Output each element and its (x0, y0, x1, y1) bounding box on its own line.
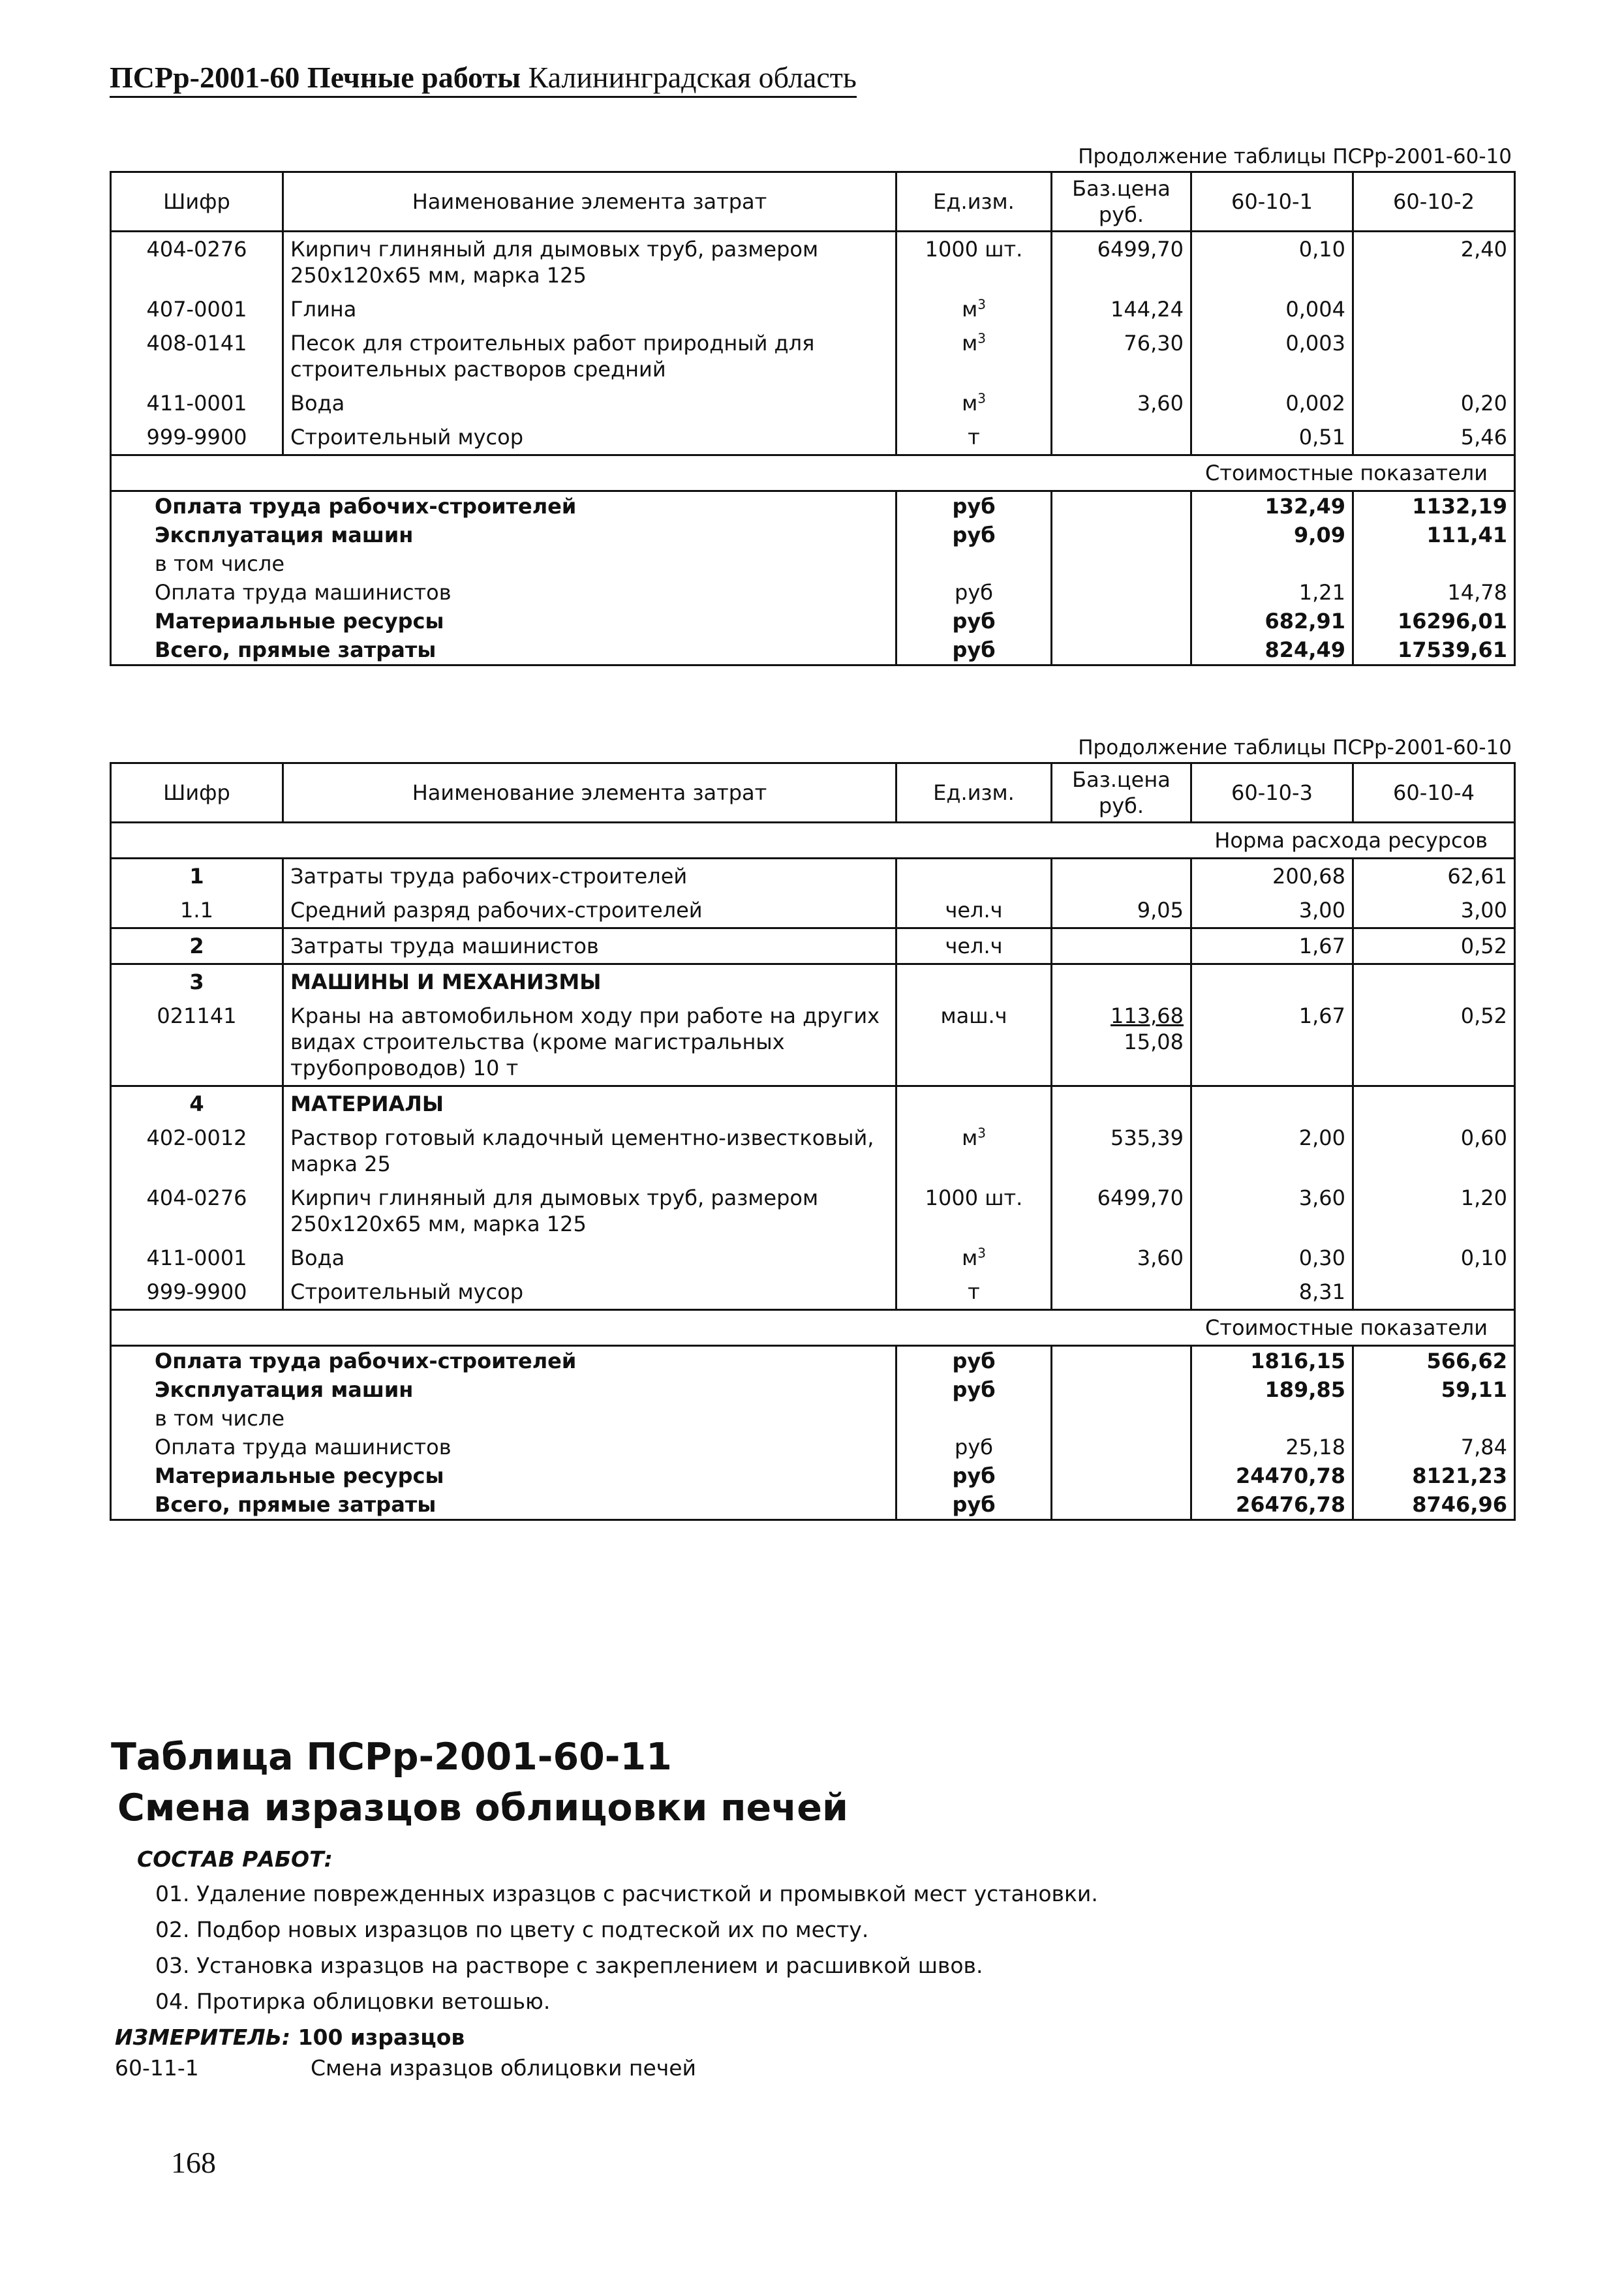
table-row (111, 859, 1515, 894)
table-row (111, 928, 1515, 964)
cell-v1: 0,30 (1191, 1241, 1353, 1275)
table1-header-row (111, 172, 1515, 232)
cell-v2: 0,10 (1353, 1241, 1515, 1275)
table-row (111, 999, 1515, 1086)
total-name: в том числе (111, 549, 896, 578)
total-v1 (1191, 549, 1353, 578)
th-price: Баз.цена руб. (1052, 763, 1191, 823)
cell-v2 (1353, 326, 1515, 386)
cell-unit: 1000 шт. (896, 232, 1052, 293)
cell-code: 999-9900 (111, 420, 283, 455)
total-empty (1052, 1490, 1191, 1520)
cell-unit: чел.ч (896, 928, 1052, 964)
cell-code: 402-0012 (111, 1121, 283, 1181)
table-row (111, 893, 1515, 928)
total-unit: руб (896, 1375, 1052, 1404)
cell-price: 535,39 (1052, 1121, 1191, 1181)
th-col3: 60-10-3 (1191, 763, 1353, 823)
cell-v1: 200,68 (1191, 859, 1353, 894)
header-region: Калининградская область (528, 61, 857, 94)
table-row (111, 292, 1515, 326)
total-v1: 25,18 (1191, 1433, 1353, 1461)
cell-v1 (1191, 1086, 1353, 1122)
cell-unit: маш.ч (896, 999, 1052, 1086)
cell-v2 (1353, 1086, 1515, 1122)
cost-indicators-label: Стоимостные показатели (1191, 455, 1515, 491)
total-v1: 682,91 (1191, 607, 1353, 635)
totals-row (111, 521, 1515, 549)
cell-unit: $м^3$ (896, 292, 1052, 326)
totals-row (111, 635, 1515, 665)
cell-v2: 0,60 (1353, 1121, 1515, 1181)
total-v1: 824,49 (1191, 635, 1353, 665)
cell-price: 144,24 (1052, 292, 1191, 326)
th-price: Баз.цена руб. (1052, 172, 1191, 232)
total-name: Оплата труда машинистов (111, 1433, 896, 1461)
measure-line (115, 2025, 465, 2050)
total-unit (896, 1404, 1052, 1433)
page-header (110, 60, 857, 98)
total-empty (1052, 549, 1191, 578)
cell-v2 (1353, 292, 1515, 326)
th-col1: 60-10-1 (1191, 172, 1353, 232)
total-empty (1052, 1404, 1191, 1433)
work-item: 04. Протирка облицовки ветошью. (155, 1989, 551, 2014)
spacer-cell (111, 823, 1191, 859)
cell-unit: $м^3$ (896, 1241, 1052, 1275)
total-name: Материальные ресурсы (111, 1461, 896, 1490)
totals-row (111, 1375, 1515, 1404)
cell-price (1052, 859, 1191, 894)
cell-v1: 8,31 (1191, 1275, 1353, 1310)
cell-unit (896, 964, 1052, 1000)
total-v2: 8121,23 (1353, 1461, 1515, 1490)
cell-v2: 62,61 (1353, 859, 1515, 894)
total-v1: 132,49 (1191, 491, 1353, 521)
totals-row (111, 1404, 1515, 1433)
cell-code: 2 (111, 928, 283, 964)
total-empty (1052, 521, 1191, 549)
th-unit: Ед.изм. (896, 763, 1052, 823)
cell-price: 3,60 (1052, 1241, 1191, 1275)
total-name: Эксплуатация машин (111, 521, 896, 549)
totals-row (111, 1490, 1515, 1520)
total-v2 (1353, 549, 1515, 578)
cell-v1: 0,10 (1191, 232, 1353, 293)
th-name: Наименование элемента затрат (283, 763, 896, 823)
section-header-row (111, 1086, 1515, 1122)
cell-unit (896, 859, 1052, 894)
total-v2: 111,41 (1353, 521, 1515, 549)
table1 (110, 171, 1516, 666)
cell-code: 3 (111, 964, 283, 1000)
cell-v1: 1,67 (1191, 928, 1353, 964)
table-row (111, 326, 1515, 386)
cell-name: МАТЕРИАЛЫ (283, 1086, 896, 1122)
total-name: Оплата труда рабочих-строителей (111, 1346, 896, 1376)
cell-price: 6499,70 (1052, 232, 1191, 293)
cell-name: Затраты труда рабочих-строителей (283, 859, 896, 894)
th-col4: 60-10-4 (1353, 763, 1515, 823)
total-name: Эксплуатация машин (111, 1375, 896, 1404)
cell-price (1052, 1275, 1191, 1310)
cell-v1: 1,67 (1191, 999, 1353, 1086)
cell-v2: 5,46 (1353, 420, 1515, 455)
measure-value: 100 изразцов (298, 2025, 465, 2050)
sostav-label: СОСТАВ РАБОТ: (137, 1846, 333, 1872)
cell-price (1052, 964, 1191, 1000)
cell-v2: 0,52 (1353, 999, 1515, 1086)
table-row (111, 1181, 1515, 1241)
table-title: Таблица ПСРр-2001-60-11 (111, 1735, 672, 1779)
total-unit: руб (896, 521, 1052, 549)
cell-code: 1 (111, 859, 283, 894)
cell-v2: 3,00 (1353, 893, 1515, 928)
cell-code: 411-0001 (111, 1241, 283, 1275)
total-empty (1052, 578, 1191, 607)
price-top: 113,68 (1111, 1003, 1184, 1028)
total-v1: 1816,15 (1191, 1346, 1353, 1376)
cell-unit: чел.ч (896, 893, 1052, 928)
totals-row (111, 491, 1515, 521)
total-v1: 1,21 (1191, 578, 1353, 607)
cell-price (1052, 999, 1191, 1086)
total-v1: 189,85 (1191, 1375, 1353, 1404)
cell-v1: 0,003 (1191, 326, 1353, 386)
total-v1: 9,09 (1191, 521, 1353, 549)
cost-indicators-row (111, 455, 1515, 491)
work-item: 01. Удаление поврежденных изразцов с расчисткой и промывкой мест установки. (155, 1881, 1098, 1906)
table1-continuation-caption: Продолжение таблицы ПСРр-2001-60-10 (1078, 145, 1512, 168)
cell-unit: $м^3$ (896, 326, 1052, 386)
norm-code-name: Смена изразцов облицовки печей (311, 2055, 697, 2081)
cell-v1 (1191, 964, 1353, 1000)
total-v2: 566,62 (1353, 1346, 1515, 1376)
section-header-row (111, 964, 1515, 1000)
cell-v1: 3,00 (1191, 893, 1353, 928)
cell-unit: $м^3$ (896, 1121, 1052, 1181)
total-v2 (1353, 1404, 1515, 1433)
cell-name: Раствор готовый кладочный цементно-известковый, марка 25 (283, 1121, 896, 1181)
measure-label: ИЗМЕРИТЕЛЬ: (115, 2025, 291, 2050)
cell-price: 76,30 (1052, 326, 1191, 386)
totals-row (111, 578, 1515, 607)
total-unit: руб (896, 1490, 1052, 1520)
cell-unit: 1000 шт. (896, 1181, 1052, 1241)
table2 (110, 762, 1516, 1521)
cell-v1: 0,002 (1191, 386, 1353, 420)
totals-row (111, 549, 1515, 578)
th-name: Наименование элемента затрат (283, 172, 896, 232)
totals-row (111, 1433, 1515, 1461)
header-code-title: ПСРр-2001-60 Печные работы (110, 61, 521, 94)
total-name: в том числе (111, 1404, 896, 1433)
cell-name: Вода (283, 386, 896, 420)
table-row (111, 420, 1515, 455)
cost-indicators-row (111, 1310, 1515, 1346)
total-unit (896, 549, 1052, 578)
th-unit: Ед.изм. (896, 172, 1052, 232)
table-subtitle: Смена изразцов облицовки печей (117, 1786, 848, 1829)
cell-v2: 2,40 (1353, 232, 1515, 293)
work-item: 03. Установка изразцов на растворе с закреплением и расшивкой швов. (155, 1953, 983, 1978)
work-item: 02. Подбор новых изразцов по цвету с подтеской их по месту. (155, 1917, 869, 1942)
price-bottom: 15,08 (1124, 1030, 1184, 1054)
total-v2: 14,78 (1353, 578, 1515, 607)
table2-continuation-caption: Продолжение таблицы ПСРр-2001-60-10 (1078, 736, 1512, 759)
cell-name: Глина (283, 292, 896, 326)
cost-indicators-label: Стоимостные показатели (1191, 1310, 1515, 1346)
total-empty (1052, 1346, 1191, 1376)
total-v2: 16296,01 (1353, 607, 1515, 635)
table-row (111, 386, 1515, 420)
total-v2: 1132,19 (1353, 491, 1515, 521)
cell-price: 3,60 (1052, 386, 1191, 420)
totals-row (111, 607, 1515, 635)
cell-name: Вода (283, 1241, 896, 1275)
cell-unit: $м^3$ (896, 386, 1052, 420)
cell-code: 407-0001 (111, 292, 283, 326)
cell-code: 4 (111, 1086, 283, 1122)
cell-price: 6499,70 (1052, 1181, 1191, 1241)
cell-name: Кирпич глиняный для дымовых труб, размером 250х120х65 мм, марка 125 (283, 232, 896, 293)
total-empty (1052, 1375, 1191, 1404)
cell-code: 411-0001 (111, 386, 283, 420)
total-unit: руб (896, 1433, 1052, 1461)
cell-v1: 0,51 (1191, 420, 1353, 455)
total-v2: 7,84 (1353, 1433, 1515, 1461)
cell-code: 999-9900 (111, 1275, 283, 1310)
total-unit: руб (896, 635, 1052, 665)
total-v1: 24470,78 (1191, 1461, 1353, 1490)
total-v1 (1191, 1404, 1353, 1433)
cell-unit (896, 1086, 1052, 1122)
total-unit: руб (896, 1461, 1052, 1490)
cell-v1: 0,004 (1191, 292, 1353, 326)
cell-code: 404-0276 (111, 1181, 283, 1241)
cell-name: Песок для строительных работ природный для строительных растворов средний (283, 326, 896, 386)
norm-label: Норма расхода ресурсов (1191, 823, 1515, 859)
total-name: Оплата труда машинистов (111, 578, 896, 607)
total-v2: 8746,96 (1353, 1490, 1515, 1520)
spacer-cell (111, 1310, 1191, 1346)
table-row (111, 1275, 1515, 1310)
total-empty (1052, 1461, 1191, 1490)
cell-price (1052, 1086, 1191, 1122)
cell-name: Средний разряд рабочих-строителей (283, 893, 896, 928)
cell-v1: 3,60 (1191, 1181, 1353, 1241)
table2-header-row (111, 763, 1515, 823)
cell-name: Затраты труда машинистов (283, 928, 896, 964)
total-v1: 26476,78 (1191, 1490, 1353, 1520)
table-row (111, 232, 1515, 293)
total-unit: руб (896, 578, 1052, 607)
total-empty (1052, 635, 1191, 665)
cell-name: Строительный мусор (283, 1275, 896, 1310)
table-row (111, 1121, 1515, 1181)
totals-row (111, 1346, 1515, 1376)
total-empty (1052, 491, 1191, 521)
total-unit: руб (896, 1346, 1052, 1376)
total-unit: руб (896, 491, 1052, 521)
cell-unit: т (896, 1275, 1052, 1310)
cell-code: 404-0276 (111, 232, 283, 293)
cell-price (1052, 928, 1191, 964)
cell-code: 021141 (111, 999, 283, 1086)
th-code: Шифр (111, 763, 283, 823)
total-v2: 17539,61 (1353, 635, 1515, 665)
norm-code: 60-11-1 (115, 2055, 199, 2081)
norm-row (111, 823, 1515, 859)
cell-name: Строительный мусор (283, 420, 896, 455)
total-name: Материальные ресурсы (111, 607, 896, 635)
total-empty (1052, 607, 1191, 635)
cell-v2: 0,20 (1353, 386, 1515, 420)
th-code: Шифр (111, 172, 283, 232)
spacer-cell (111, 455, 1191, 491)
totals-row (111, 1461, 1515, 1490)
total-v2: 59,11 (1353, 1375, 1515, 1404)
cell-v2: 1,20 (1353, 1181, 1515, 1241)
total-empty (1052, 1433, 1191, 1461)
cell-unit: т (896, 420, 1052, 455)
table-row (111, 1241, 1515, 1275)
total-name: Оплата труда рабочих-строителей (111, 491, 896, 521)
total-name: Всего, прямые затраты (111, 635, 896, 665)
page-number: 168 (171, 2146, 216, 2179)
cell-v2 (1353, 1275, 1515, 1310)
cell-v2: 0,52 (1353, 928, 1515, 964)
cell-code: 1.1 (111, 893, 283, 928)
cell-code: 408-0141 (111, 326, 283, 386)
cell-name: Краны на автомобильном ходу при работе на других видах строительства (кроме магистральных трубопроводов) 10 т (283, 999, 896, 1086)
cell-v1: 2,00 (1191, 1121, 1353, 1181)
cell-name: Кирпич глиняный для дымовых труб, размером 250х120х65 мм, марка 125 (283, 1181, 896, 1241)
cell-price: 9,05 (1052, 893, 1191, 928)
total-name: Всего, прямые затраты (111, 1490, 896, 1520)
cell-name: МАШИНЫ И МЕХАНИЗМЫ (283, 964, 896, 1000)
cell-price (1052, 420, 1191, 455)
norm-code-row (115, 2055, 697, 2081)
th-col2: 60-10-2 (1353, 172, 1515, 232)
cell-v2 (1353, 964, 1515, 1000)
total-unit: руб (896, 607, 1052, 635)
